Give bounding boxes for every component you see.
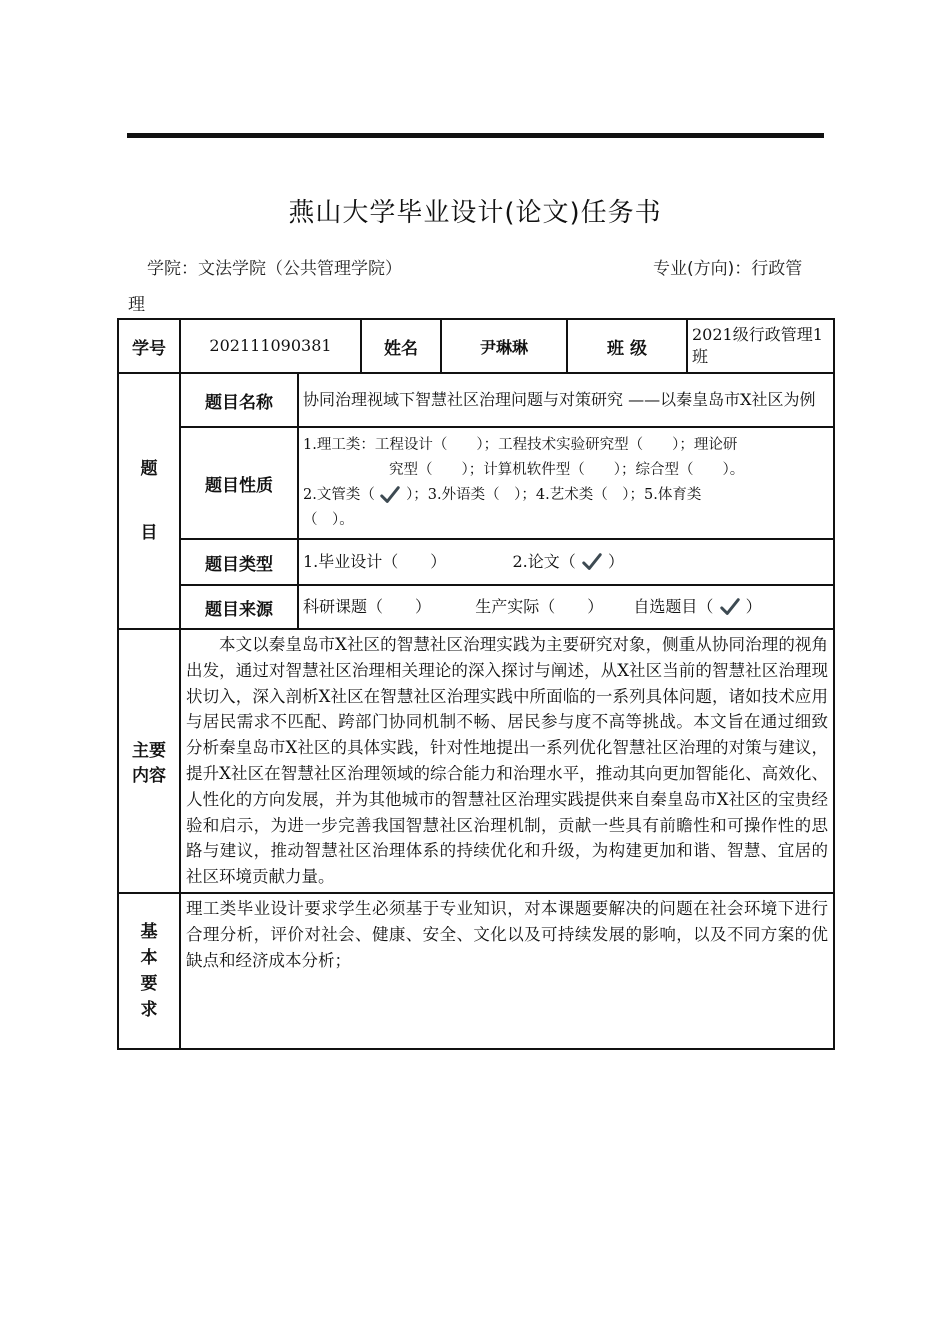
source-option-self: 自选题目（ (633, 596, 714, 616)
nature-line-1: 1.理工类：工程设计（ ）；工程技术实验研究型（ ）；理论研 (303, 437, 738, 453)
class-label: 班 级 (567, 319, 687, 373)
page-title: 燕山大学毕业设计(论文)任务书 (288, 198, 662, 228)
requirements-text: 理工类毕业设计要求学生必须基于专业知识，对本课题要解决的问题在社会环境下进行合理分析，评价对社会、健康、安全、文化以及可持续发展的影响，以及不同方案的优缺点和经济成本分析； (180, 893, 834, 1049)
source-option-production: 生产实际（ ） (475, 596, 604, 616)
req-label-1: 基 (140, 921, 158, 942)
req-label-4: 求 (140, 999, 158, 1020)
type-option-thesis-close: ） (607, 551, 624, 571)
content-label-1: 主要 (132, 740, 166, 761)
source-option-self-close: ） (745, 596, 762, 616)
name-value: 尹琳琳 (441, 319, 567, 373)
topic-type-row (118, 539, 834, 585)
topic-type-value (298, 539, 834, 585)
topic-label-1: 题 (140, 459, 158, 479)
task-form-table (117, 318, 835, 1050)
topic-nature-row (118, 427, 834, 539)
topic-source-value (298, 585, 834, 629)
req-label-2: 本 (140, 947, 158, 968)
check-icon (379, 484, 401, 506)
topic-section-label (118, 373, 180, 629)
check-icon (581, 551, 603, 573)
topic-type-label: 题目类型 (180, 539, 298, 585)
topic-source-row (118, 585, 834, 629)
college-line: 学院：文法学院（公共管理学院） (147, 259, 402, 279)
topic-nature-label: 题目性质 (180, 427, 298, 539)
type-option-design: 1.毕业设计（ ） (303, 551, 447, 571)
topic-name-label: 题目名称 (180, 373, 298, 427)
major-wrap: 理 (128, 295, 145, 315)
topic-source-label: 题目来源 (180, 585, 298, 629)
nature-line-3b: ）；3.外语类（ ）；4.艺术类（ ）；5.体育类 (406, 487, 702, 503)
requirements-row (118, 893, 834, 1049)
content-section-label (118, 629, 180, 893)
student-id-label: 学号 (118, 319, 180, 373)
class-value: 2021级行政管理1班 (687, 319, 834, 373)
req-label-3: 要 (140, 973, 158, 994)
content-text: 本文以秦皇岛市X社区的智慧社区治理实践为主要研究对象，侧重从协同治理的视角出发，通过对智慧社区治理相关理论的深入探讨与阐述，从X社区当前的智慧社区治理现状切入，深入剖析X社区在智慧社区治理实践中所面临的一系列具体问题，诸如技术应用与居民需求不匹配、跨部门协同机制不畅、居民参与度不高等挑战。本文旨在通过细致分析秦皇岛市X社区的具体实践，针对性地提出一系列优化智慧社区治理的对策与建议，提升X社区在智慧社区治理领域的综合能力和治理水平，推动其向更加智能化、高效化、人性化的方向发展，并为其他城市的智慧社区治理实践提供来自秦皇岛市X社区的宝贵经验和启示，为进一步完善我国智慧社区治理机制，贡献一些具有前瞻性和可操作性的思路与建议，推动智慧社区治理体系的持续优化和升级，为构建更加和谐、智慧、宜居的社区环境贡献力量。 (180, 629, 834, 893)
top-rule (127, 133, 824, 138)
topic-nature-value (298, 427, 834, 539)
source-option-research: 科研课题（ ） (303, 596, 432, 616)
requirements-section-label (118, 893, 180, 1049)
nature-line-3a: 2.文管类（ (303, 487, 375, 503)
nature-line-3 (303, 483, 829, 508)
topic-name-value: 协同治理视域下智慧社区治理问题与对策研究 ——以秦皇岛市X社区为例 (298, 373, 834, 427)
type-option-thesis: 2.论文（ (512, 551, 576, 571)
major-line: 专业(方向)：行政管 (653, 259, 803, 279)
check-icon (719, 596, 741, 618)
nature-line-4: （ ）。 (303, 512, 354, 528)
topic-label-2: 目 (140, 523, 158, 543)
name-label: 姓名 (361, 319, 441, 373)
topic-name-row (118, 373, 834, 427)
content-row (118, 629, 834, 893)
content-label-2: 内容 (132, 765, 166, 786)
header-row (118, 319, 834, 373)
nature-line-2: 究型（ ）；计算机软件型（ ）；综合型（ ）。 (389, 462, 745, 478)
student-id-value: 202111090381 (180, 319, 361, 373)
